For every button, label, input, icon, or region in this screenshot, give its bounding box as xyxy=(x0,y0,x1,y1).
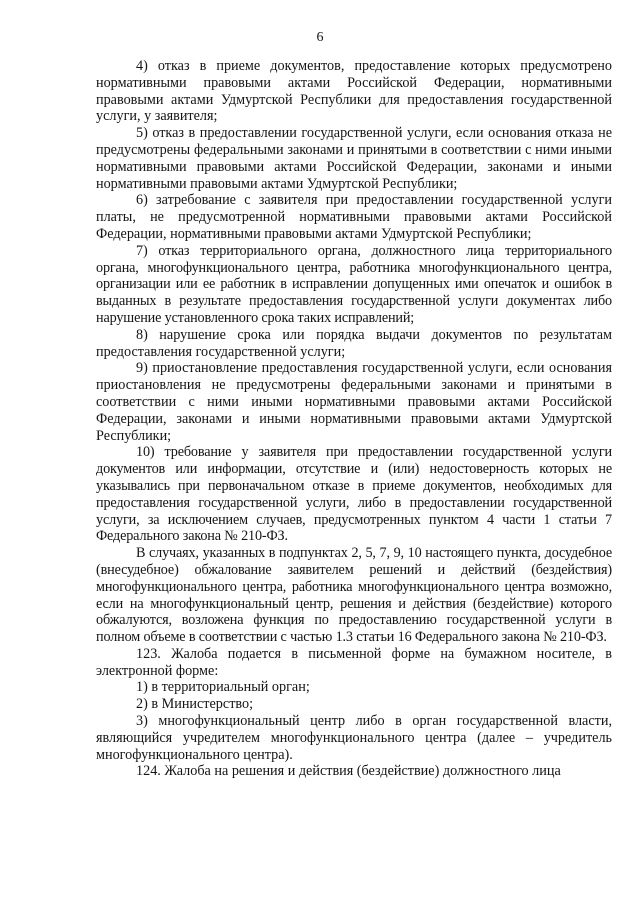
document-body xyxy=(96,58,612,780)
cases-paragraph: В случаях, указанных в подпунктах 2, 5, 7, 9, 10 настоящего пункта, досудебное (внесудебное) обжалование заявителем решений и действий (бездействия) многофункционального центра, работника многофункционального центра возможно, если на многофункциональный центр, решения и действия (бездействие) которого обжалуются, возложена функция по предоставлению государственной услуги в полном объеме в соответствии с частью 1.3 статьи 16 Федерального закона № 210-ФЗ. xyxy=(96,545,612,646)
clause-123-item-1: 1) в территориальный орган; xyxy=(136,679,310,696)
list-item-5: 5) отказ в предоставлении государственной услуги, если основания отказа не предусмотрены федеральными законами и принятыми в соответствии с ними иными нормативными правовыми актами Российской Федерации, законами и иными нормативными правовыми актами Удмуртской Республики; xyxy=(96,125,612,192)
page-number: 6 xyxy=(316,30,324,45)
list-item-8: 8) нарушение срока или порядка выдачи документов по результатам предоставления государственной услуги; xyxy=(96,326,612,360)
clause-124: 124. Жалоба на решения и действия (бездействие) должностного лица xyxy=(136,763,561,780)
list-item-7: 7) отказ территориального органа, должностного лица территориального органа, многофункционального центра, работника многофункционального центра, организации или ее работник в исправлении допущенных ими опечаток и ошибок в выданных в результате предоставления государственной услуги документах либо нарушение установленного срока таких исправлений; xyxy=(96,242,612,326)
list-item-10: 10) требование у заявителя при предоставлении государственной услуги документов или информации, отсутствие и (или) недостоверность которых не указывались при первоначальном отказе в приеме документов, необходимых для предоставления государственной услуги, либо в предоставлении государственной услуги, за исключением случаев, предусмотренных пунктом 4 части 1 статьи 7 Федерального закона № 210-ФЗ. xyxy=(96,444,612,545)
clause-123-item-3: 3) многофункциональный центр либо в орган государственной власти, являющийся учредителем многофункционального центра (далее – учредитель многофункционального центра). xyxy=(96,713,612,763)
list-item-6: 6) затребование с заявителя при предоставлении государственной услуги платы, не предусмотренной нормативными правовыми актами Российской Федерации, нормативными правовыми актами Удмуртской Республики; xyxy=(96,192,612,242)
list-item-4: 4) отказ в приеме документов, предоставление которых предусмотрено нормативными правовыми актами Российской Федерации, нормативными правовыми актами Удмуртской Республики для предоставления государственной услуги, у заявителя; xyxy=(96,58,612,125)
clause-123: 123. Жалоба подается в письменной форме на бумажном носителе, в электронной форме: xyxy=(96,645,612,679)
clause-123-item-2: 2) в Министерство; xyxy=(136,696,254,713)
list-item-9: 9) приостановление предоставления государственной услуги, если основания приостановления не предусмотрены федеральными законами и принятыми в соответствии с ними иными нормативными правовыми актами Российской Федерации, законами и иными нормативными правовыми актами Удмуртской Республики; xyxy=(96,360,612,444)
